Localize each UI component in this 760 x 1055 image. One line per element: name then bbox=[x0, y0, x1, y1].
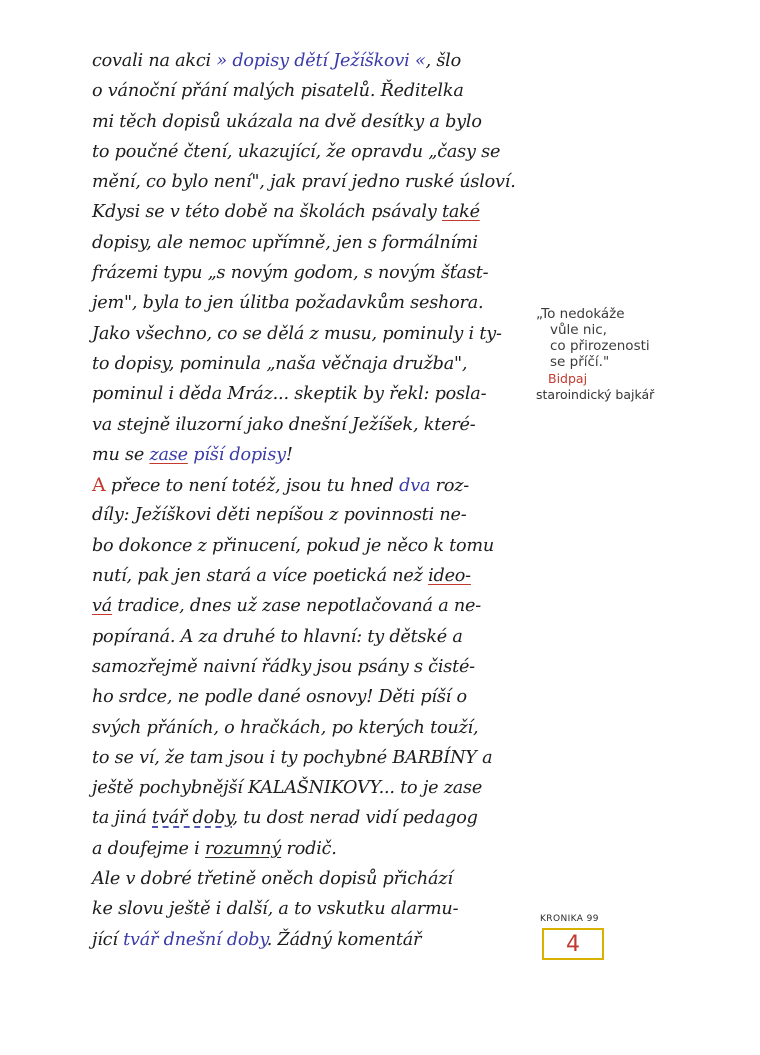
quote-line: co přirozenosti bbox=[550, 338, 650, 354]
text-line: to dopisy, pominula „naša věčnaja družba", bbox=[92, 353, 468, 374]
text-line: pominul i děda Mráz... skeptik by řekl: posla- bbox=[92, 384, 487, 405]
highlighted-word: zase bbox=[149, 444, 188, 465]
underlined-word: také bbox=[441, 202, 480, 223]
underlined-word: ideo- bbox=[428, 566, 471, 587]
text-line: to se ví, že tam jsou i ty pochybné BARBÍNY a bbox=[92, 747, 493, 768]
highlighted-word: dva bbox=[399, 476, 431, 497]
text-line: jem", byla to jen úlitba požadavkům seshora. bbox=[92, 293, 484, 314]
text-line: díly: Ježíškovi děti nepíšou z povinnosti ne- bbox=[92, 505, 467, 526]
text-line: Kdysi se v této době na školách psávaly také bbox=[92, 202, 480, 223]
underlined-word: vá bbox=[92, 596, 113, 617]
text-line: svých přáních, o hračkách, po kterých touží, bbox=[92, 717, 479, 738]
text-line: nutí, pak jen stará a více poetická než ideo- bbox=[92, 566, 471, 587]
underlined-word: rozumný bbox=[204, 838, 282, 859]
text-line: mění, co bylo není", jak praví jedno ruské úsloví. bbox=[92, 172, 516, 193]
text-line: ještě pochybnější KALAŠNIKOVY... to je zase bbox=[92, 778, 483, 799]
text-line: A přece to není totéž, jsou tu hned dva roz- bbox=[92, 474, 470, 497]
text-line: to poučné čtení, ukazující, že opravdu „časy se bbox=[92, 141, 501, 162]
margin-quote bbox=[536, 306, 726, 403]
initial-letter: A bbox=[92, 474, 106, 497]
text-line: mu se zase píší dopisy! bbox=[92, 444, 293, 465]
underlined-phrase: tvář doby bbox=[152, 808, 233, 829]
text-line: Ale v dobré třetině oněch dopisů přichází bbox=[92, 869, 453, 890]
text-line: bo dokonce z přinucení, pokud je něco k tomu bbox=[92, 535, 495, 556]
quote-author: Bidpaj bbox=[548, 371, 588, 386]
text-line: Jako všechno, co se dělá z musu, pominuly i ty- bbox=[92, 323, 502, 344]
text-line: vá tradice, dnes už zase nepotlačovaná a ne- bbox=[92, 596, 481, 617]
page-number: 4 bbox=[566, 932, 580, 957]
text-line: dopisy, ale nemoc upřímně, jen s formálními bbox=[92, 232, 478, 253]
text-line: jící tvář dnešní doby. Žádný komentář bbox=[92, 929, 422, 950]
page-number-box bbox=[542, 928, 604, 960]
text-line: ho srdce, ne podle dané osnovy! Děti píší o bbox=[92, 687, 467, 708]
highlighted-phrase: » dopisy dětí Ježíškovi « bbox=[216, 51, 426, 71]
text-line: o vánoční přání malých pisatelů. Ředitelka bbox=[92, 81, 464, 102]
text-line: popíraná. A za druhé to hlavní: ty dětské a bbox=[92, 626, 463, 647]
highlighted-phrase: píší dopisy bbox=[193, 444, 286, 465]
text-line: mi těch dopisů ukázala na dvě desítky a bylo bbox=[92, 111, 482, 132]
text-line: frázemi typu „s novým godom, s novým šťast- bbox=[92, 263, 489, 284]
text-line: ke slovu ještě i další, a to vskutku alarmu- bbox=[92, 899, 459, 920]
quote-line: „To nedokáže bbox=[536, 306, 625, 322]
text-line: a doufejme i rozumný rodič. bbox=[92, 838, 337, 859]
text-line: samozřejmě naivní řádky jsou psány s čisté- bbox=[92, 656, 475, 677]
quote-line: vůle nic, bbox=[550, 322, 607, 338]
main-handwritten-text bbox=[92, 46, 532, 955]
quote-line: se příčí." bbox=[550, 354, 610, 370]
highlighted-phrase: tvář dnešní doby bbox=[123, 929, 267, 950]
text-line: va stejně iluzorní jako dnešní Ježíšek, které- bbox=[92, 414, 476, 435]
text-line: ta jiná tvář doby, tu dost nerad vidí pedagog bbox=[92, 808, 478, 829]
quote-author-description: staroindický bajkář bbox=[536, 387, 655, 402]
chronicle-label: KRONIKA 99 bbox=[540, 914, 599, 924]
text-line: covali na akci » dopisy dětí Ježíškovi «, šlo bbox=[92, 51, 461, 71]
